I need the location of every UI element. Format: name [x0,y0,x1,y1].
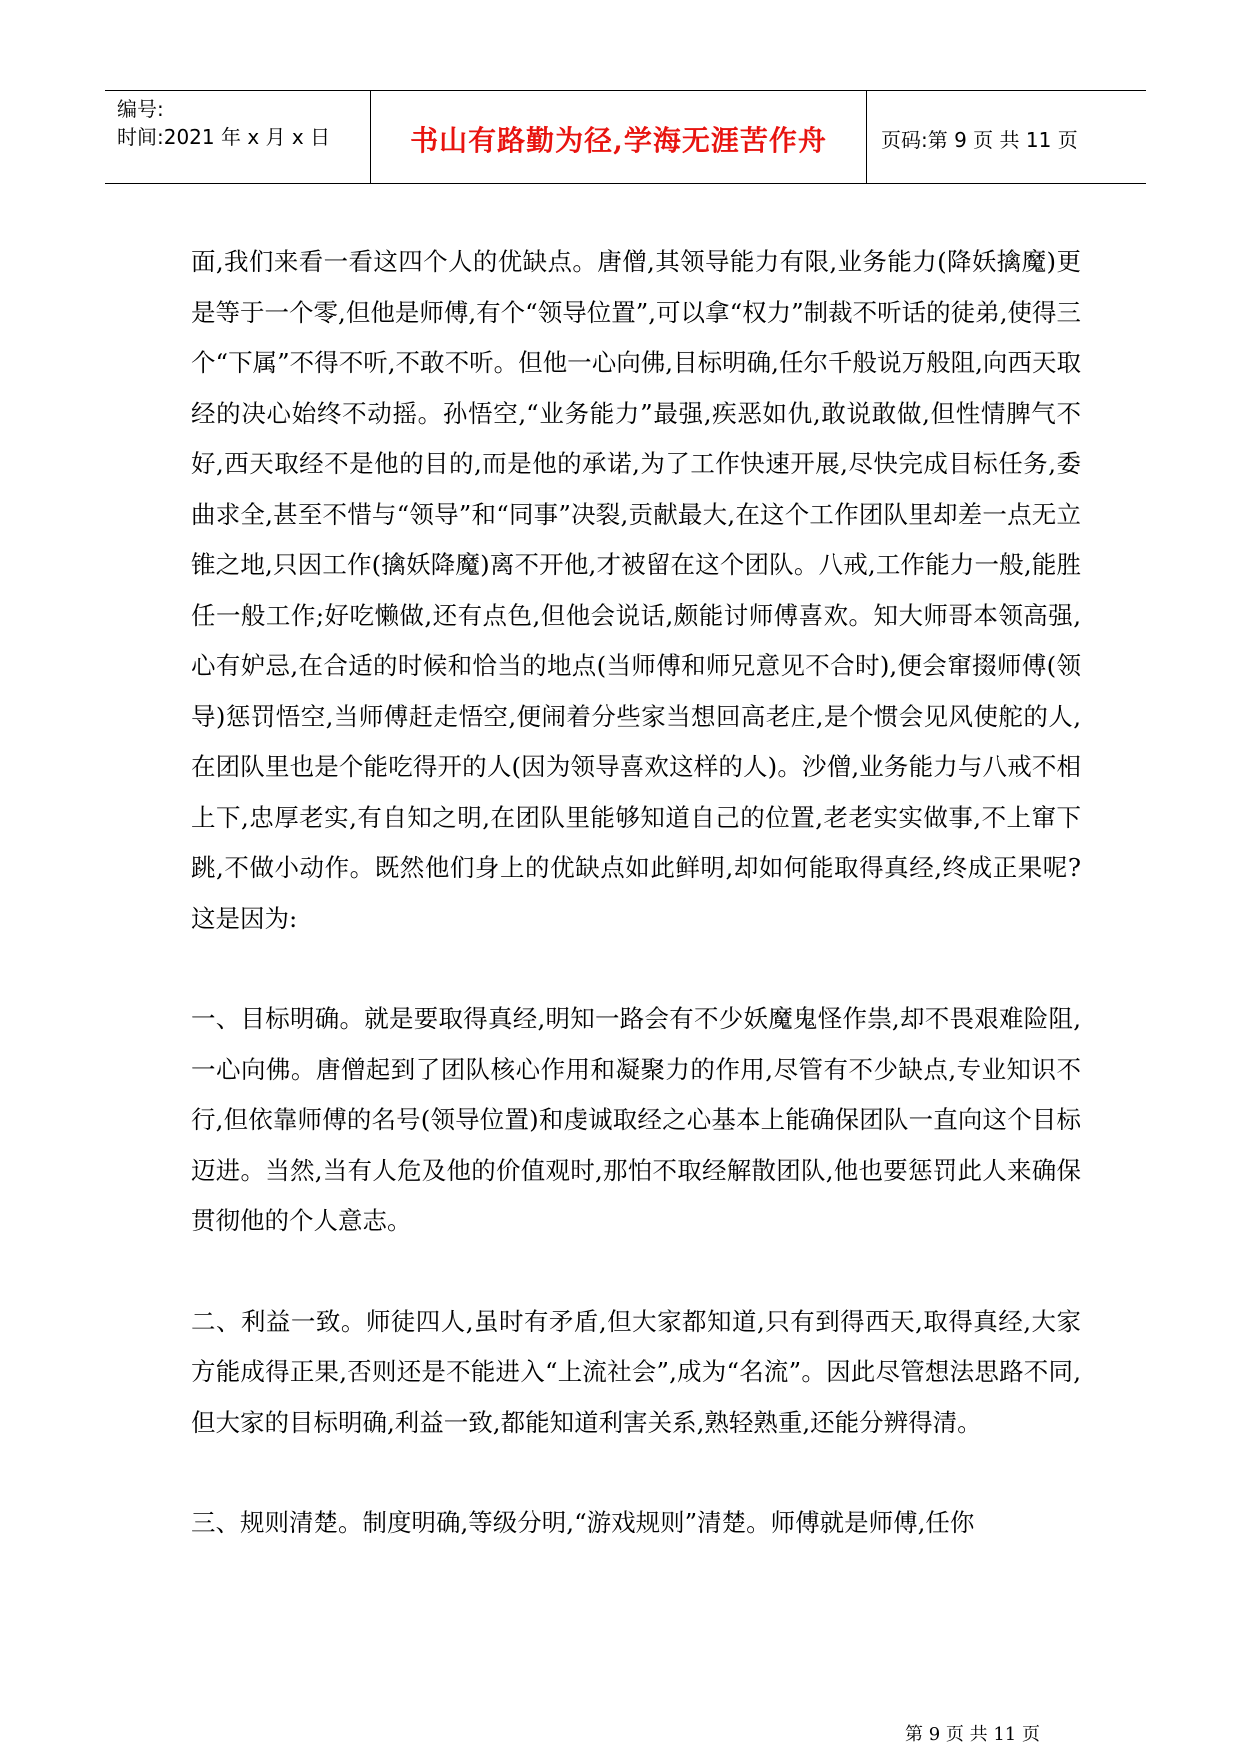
header-motto: 书山有路勤为径,学海无涯苦作舟 [410,124,827,157]
number-label: 编号: [117,97,164,121]
body-paragraph: 面,我们来看一看这四个人的优缺点。唐僧,其领导能力有限,业务能力(降妖擒魔)更是等于一个零,但他是师傅,有个“领导位置”,可以拿“权力”制裁不听话的徒弟,使得三个“下属”不得不听,不敢不听。但他一心向佛,目标明确,任尔千般说万般阻,向西天取经的决心始终不动摇。孙悟空,“业务能力”最强,疾恶如仇,敢说敢做,但性情脾气不好,西天取经不是他的目的,而是他的承诺,为了工作快速开展,尽快完成目标任务,委曲求全,甚至不惜与“领导”和“同事”决裂,贡献最大,在这个工作团队里却差一点无立锥之地,只因工作(擒妖降魔)离不开他,才被留在这个团队。八戒,工作能力一般,能胜任一般工作;好吃懒做,还有点色,但他会说话,颇能讨师傅喜欢。知大师哥本领高强,心有妒忌,在合适的时候和恰当的地点(当师傅和师兄意见不合时),便会窜掇师傅(领导)惩罚悟空,当师傅赶走悟空,便闹着分些家当想回高老庄,是个惯会见风使舵的人,在团队里也是个能吃得开的人(因为领导喜欢这样的人)。沙僧,业务能力与八戒不相上下,忠厚老实,有自知之明,在团队里能够知道自己的位置,老老实实做事,不上窜下跳,不做小动作。既然他们身上的优缺点如此鲜明,却如何能取得真经,终成正果呢?这是因为: [191,247,1081,933]
header-motto-cell [371,91,867,183]
body-paragraph: 二、利益一致。师徒四人,虽时有矛盾,但大家都知道,只有到得西天,取得真经,大家方能成得正果,否则还是不能进入“上流社会”,成为“名流”。因此尽管想法思路不同,但大家的目标明确,利益一致,都能知道利害关系,熟轻熟重,还能分辨得清。 [191,1306,1081,1437]
body-paragraph: 三、规则清楚。制度明确,等级分明,“游戏规则”清楚。师傅就是师傅,任你 [191,1508,975,1537]
header-meta-cell [105,91,371,183]
header-page-info: 页码:第 9 页 共 11 页 [881,128,1078,152]
body-paragraph: 一、目标明确。就是要取得真经,明知一路会有不少妖魔鬼怪作祟,却不畏艰难险阻,一心向佛。唐僧起到了团队核心作用和凝聚力的作用,尽管有不少缺点,专业知识不行,但依靠师傅的名号(领导位置)和虔诚取经之心基本上能确保团队一直向这个目标迈进。当然,当有人危及他的价值观时,那怕不取经解散团队,他也要惩罚此人来确保贯彻他的个人意志。 [191,1004,1081,1235]
header-page-cell [867,91,1146,183]
time-label: 时间:2021 年 x 月 x 日 [117,125,331,149]
document-header [105,90,1146,184]
document-body [191,237,1081,1549]
page-footer: 第 9 页 共 11 页 [905,1724,1040,1745]
